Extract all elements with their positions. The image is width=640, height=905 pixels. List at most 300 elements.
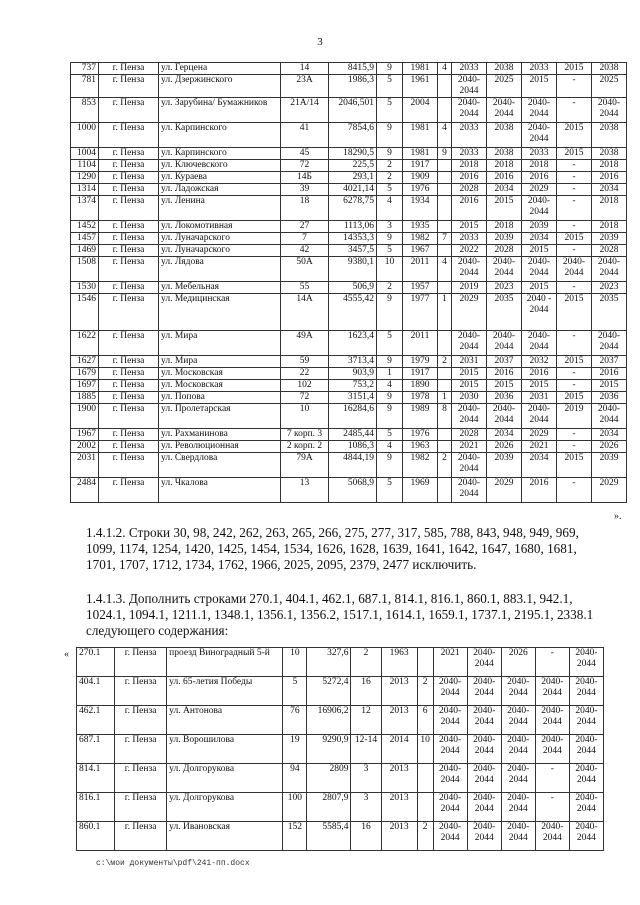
table-cell: 2028 — [452, 429, 487, 441]
table-cell: 2018 — [487, 221, 522, 233]
table-cell: ул. Дзержинского — [159, 75, 281, 98]
table-row — [77, 677, 604, 706]
table-cell: 2040-2044 — [467, 764, 501, 793]
table-cell: 3 — [351, 764, 381, 793]
table-cell: 2038 — [592, 123, 627, 148]
table-cell: 7 — [281, 233, 329, 245]
table-cell: 2484 — [71, 478, 99, 503]
table-cell: ул. Рахманинова — [159, 429, 281, 441]
table-cell: 1622 — [71, 331, 99, 356]
table-cell: г. Пенза — [99, 380, 159, 392]
table-cell: г. Пенза — [99, 392, 159, 404]
table-cell: 3457,5 — [329, 245, 377, 257]
table-cell: - — [535, 764, 569, 793]
table-cell: 79А — [281, 453, 329, 478]
table-cell — [438, 441, 452, 453]
table-cell: 2038 — [487, 63, 522, 75]
table-cell: 2021 — [522, 441, 557, 453]
table-cell: 2040-2044 — [501, 735, 535, 764]
table-cell: 2013 — [381, 706, 417, 735]
closing-quote: ». — [614, 511, 622, 522]
table-cell: 2040-2044 — [569, 677, 603, 706]
table-cell: 9 — [377, 356, 403, 368]
table-cell: 6278,75 — [329, 196, 377, 221]
table-cell: 1979 — [403, 356, 438, 368]
table-cell: 1976 — [403, 429, 438, 441]
table-cell: 2015 — [557, 63, 592, 75]
table-cell: 22 — [281, 368, 329, 380]
table-cell: ул. Ладожская — [159, 184, 281, 196]
table-cell — [438, 184, 452, 196]
table-cell: 2015 — [452, 380, 487, 392]
table-cell: 2040-2044 — [569, 822, 603, 851]
table-cell: 2040-2044 — [487, 98, 522, 123]
table-cell: 2046,501 — [329, 98, 377, 123]
table-cell: г. Пенза — [99, 294, 159, 331]
table-cell: ул. Мира — [159, 331, 281, 356]
table-cell: 2040-2044 — [522, 331, 557, 356]
table-cell: 5585,4 — [307, 822, 351, 851]
table-cell: 152 — [283, 822, 307, 851]
table-cell: 1508 — [71, 257, 99, 282]
table-cell: 2040-2044 — [487, 257, 522, 282]
table-cell: 14 — [281, 63, 329, 75]
table-cell: 9 — [377, 233, 403, 245]
table-cell: 225,5 — [329, 160, 377, 172]
table-cell: 100 — [283, 793, 307, 822]
table-cell: 2018 — [592, 196, 627, 221]
table-cell: г. Пенза — [115, 735, 167, 764]
table-cell: 327,6 — [307, 648, 351, 677]
table-cell: 2002 — [71, 441, 99, 453]
table-row — [71, 160, 627, 172]
table-cell: 4844,19 — [329, 453, 377, 478]
table-cell: 2034 — [592, 184, 627, 196]
table-cell: 2021 — [452, 441, 487, 453]
table-cell: 860.1 — [77, 822, 115, 851]
table-cell: 2040-2044 — [452, 98, 487, 123]
table-cell: 2015 — [557, 233, 592, 245]
table-cell: 2015 — [487, 380, 522, 392]
table-cell: г. Пенза — [99, 257, 159, 282]
table-cell: г. Пенза — [99, 123, 159, 148]
table-cell: 737 — [71, 63, 99, 75]
table-cell: - — [557, 441, 592, 453]
table-cell: 9 — [377, 453, 403, 478]
table-cell: 2028 — [487, 245, 522, 257]
table-cell: 2029 — [522, 184, 557, 196]
table-cell: 2023 — [592, 282, 627, 294]
table-cell: 2040-2044 — [569, 706, 603, 735]
table-cell — [438, 160, 452, 172]
table-cell: 2040-2044 — [557, 257, 592, 282]
table-cell: 2018 — [592, 160, 627, 172]
table-cell: г. Пенза — [99, 245, 159, 257]
table-cell: г. Пенза — [99, 429, 159, 441]
table-cell: 2040-2044 — [501, 677, 535, 706]
table-cell: ул. 65-летия Победы — [167, 677, 283, 706]
table-row — [71, 282, 627, 294]
table-cell: ул. Карпинского — [159, 123, 281, 148]
table-cell: - — [557, 429, 592, 441]
table-cell: 2036 — [592, 392, 627, 404]
page-number: 3 — [317, 36, 323, 48]
table-cell: 2040-2044 — [501, 793, 535, 822]
table-cell: 1290 — [71, 172, 99, 184]
table-cell: - — [557, 98, 592, 123]
table-row — [71, 196, 627, 221]
table-cell: 2026 — [501, 648, 535, 677]
table-cell — [438, 282, 452, 294]
table-cell: 5 — [377, 478, 403, 503]
table-cell: 4 — [438, 123, 452, 148]
table-cell: 2040-2044 — [452, 257, 487, 282]
table-cell: г. Пенза — [115, 677, 167, 706]
table-cell: 2028 — [592, 245, 627, 257]
table-cell: 2033 — [452, 63, 487, 75]
table-cell: 2040-2044 — [452, 331, 487, 356]
table-cell: ул. Герцена — [159, 63, 281, 75]
table-cell: 1 — [377, 368, 403, 380]
table-cell: 2039 — [487, 233, 522, 245]
table-cell: 2040-2044 — [452, 75, 487, 98]
table-cell: 462.1 — [77, 706, 115, 735]
table-cell: 2031 — [522, 392, 557, 404]
table-cell: ул. Долгорукова — [167, 793, 283, 822]
table-cell: 2033 — [452, 233, 487, 245]
table-cell: г. Пенза — [99, 75, 159, 98]
table-cell: 1976 — [403, 184, 438, 196]
table-cell: 50А — [281, 257, 329, 282]
table-cell: 2025 — [592, 75, 627, 98]
table-cell: - — [557, 245, 592, 257]
table-cell: 14353,3 — [329, 233, 377, 245]
table-cell: 2014 — [381, 735, 417, 764]
table-cell: 903,9 — [329, 368, 377, 380]
table-cell — [417, 648, 433, 677]
table-cell: 2016 — [487, 368, 522, 380]
table-cell: 270.1 — [77, 648, 115, 677]
table-cell: 72 — [281, 392, 329, 404]
table-cell: 2040-2044 — [569, 793, 603, 822]
table-cell: 18 — [281, 196, 329, 221]
table-cell: 2025 — [487, 75, 522, 98]
table-cell: г. Пенза — [99, 441, 159, 453]
table-row — [71, 356, 627, 368]
table-cell: 2040-2044 — [467, 793, 501, 822]
table-cell: - — [557, 196, 592, 221]
table-cell: 23А — [281, 75, 329, 98]
table-cell: г. Пенза — [99, 404, 159, 429]
table-cell: 9 — [377, 123, 403, 148]
table-cell: 2034 — [487, 184, 522, 196]
table-cell: 2040-2044 — [452, 478, 487, 503]
table-cell: г. Пенза — [99, 233, 159, 245]
table-row — [71, 294, 627, 331]
table-cell: 1982 — [403, 453, 438, 478]
table-cell: 1963 — [403, 441, 438, 453]
table-cell: 2040-2044 — [501, 822, 535, 851]
table-row — [71, 404, 627, 429]
table-cell: г. Пенза — [99, 63, 159, 75]
table-cell: 55 — [281, 282, 329, 294]
table-cell: - — [535, 793, 569, 822]
table-cell: 102 — [281, 380, 329, 392]
table-cell: 404.1 — [77, 677, 115, 706]
table-cell: 2040-2044 — [487, 331, 522, 356]
table-cell: 2034 — [522, 233, 557, 245]
table-cell: 816.1 — [77, 793, 115, 822]
table-cell: 2040-2044 — [433, 735, 467, 764]
table-cell: г. Пенза — [99, 172, 159, 184]
table-cell: 2019 — [557, 404, 592, 429]
table-cell: 5 — [377, 331, 403, 356]
table-cell: 1981 — [403, 123, 438, 148]
table-cell: 2013 — [381, 793, 417, 822]
table-cell: 76 — [283, 706, 307, 735]
table-cell: 2015 — [557, 294, 592, 331]
table-cell — [438, 75, 452, 98]
table-cell: 1546 — [71, 294, 99, 331]
table-cell: 2016 — [522, 478, 557, 503]
table-cell: г. Пенза — [99, 196, 159, 221]
table-cell: 2 — [377, 172, 403, 184]
table-cell: 2807,9 — [307, 793, 351, 822]
table-cell: ул. Лядова — [159, 257, 281, 282]
table-cell: 7854,6 — [329, 123, 377, 148]
table-cell: - — [557, 331, 592, 356]
table-cell: 14Б — [281, 172, 329, 184]
table-cell: 21А/14 — [281, 98, 329, 123]
table-cell: 2809 — [307, 764, 351, 793]
table-cell: 2040-2044 — [467, 735, 501, 764]
table-cell: г. Пенза — [99, 356, 159, 368]
table-cell: - — [535, 648, 569, 677]
table-cell: 2039 — [592, 453, 627, 478]
table-cell: г. Пенза — [99, 331, 159, 356]
table-row — [71, 257, 627, 282]
table-row — [71, 429, 627, 441]
table-cell: 2013 — [381, 764, 417, 793]
table-cell: 10 — [377, 257, 403, 282]
table-cell: 2039 — [487, 453, 522, 478]
table-cell: 1917 — [403, 368, 438, 380]
table-cell: 2016 — [522, 368, 557, 380]
table-cell: 14А — [281, 294, 329, 331]
table-cell: 2028 — [452, 184, 487, 196]
table-cell: 2040-2044 — [433, 793, 467, 822]
table-cell: 9 — [377, 63, 403, 75]
table-cell: 4021,14 — [329, 184, 377, 196]
table-cell: ул. Ключевского — [159, 160, 281, 172]
table-cell: 2037 — [592, 356, 627, 368]
table-cell: ул. Чкалова — [159, 478, 281, 503]
table-cell: 2015 — [452, 221, 487, 233]
table-cell: 2 — [377, 160, 403, 172]
table-cell: 2015 — [557, 392, 592, 404]
table-cell: 3151,4 — [329, 392, 377, 404]
table-row — [71, 184, 627, 196]
table-cell: 5068,9 — [329, 478, 377, 503]
table-cell — [438, 429, 452, 441]
table-cell: 2023 — [487, 282, 522, 294]
table-cell: 18290,5 — [329, 148, 377, 160]
table-cell: ул. Революционная — [159, 441, 281, 453]
table-cell: ул. Свердлова — [159, 453, 281, 478]
table-cell: - — [557, 184, 592, 196]
table-cell: 2040-2044 — [501, 764, 535, 793]
table-cell: - — [557, 478, 592, 503]
table-cell: ул. Луначарского — [159, 245, 281, 257]
table-cell: 5 — [377, 98, 403, 123]
table-cell: 1 — [438, 294, 452, 331]
table-cell: 1113,06 — [329, 221, 377, 233]
table-cell: 2 — [351, 648, 381, 677]
table-cell: 1981 — [403, 148, 438, 160]
table-row — [77, 822, 604, 851]
table-cell: 2033 — [452, 123, 487, 148]
table-cell: 7 корп. 3 — [281, 429, 329, 441]
table-cell — [438, 196, 452, 221]
table-cell: 27 — [281, 221, 329, 233]
table-cell — [438, 331, 452, 356]
table-cell: ул. Пролетарская — [159, 404, 281, 429]
table-cell: 1981 — [403, 63, 438, 75]
table-cell: проезд Виноградный 5-й — [167, 648, 283, 677]
table-cell — [438, 478, 452, 503]
table-cell: ул. Луначарского — [159, 233, 281, 245]
table-cell: 16 — [351, 677, 381, 706]
table-cell: 2015 — [487, 196, 522, 221]
table-cell: 12 — [351, 706, 381, 735]
table-row — [77, 648, 604, 677]
table-cell: 1104 — [71, 160, 99, 172]
table-cell: 3 — [377, 221, 403, 233]
table-cell: 1623,4 — [329, 331, 377, 356]
table-cell: 781 — [71, 75, 99, 98]
table-cell: 94 — [283, 764, 307, 793]
table-cell: 2022 — [452, 245, 487, 257]
table-cell: 2016 — [487, 172, 522, 184]
table-cell: 16906,2 — [307, 706, 351, 735]
table-cell: г. Пенза — [99, 160, 159, 172]
table-cell: 2040-2044 — [535, 822, 569, 851]
table-cell: 2 — [438, 453, 452, 478]
table-cell: 2040-2044 — [452, 404, 487, 429]
table-cell: 2040-2044 — [452, 453, 487, 478]
table-cell: 2033 — [522, 148, 557, 160]
paragraph-remove-rows: 1.4.1.2. Строки 30, 98, 242, 262, 263, 265, 266, 275, 277, 317, 585, 788, 843, 948, 949, 969, 1099, 1174, 1254, 1420, 1425, 1454, 1534, 1626, 1628, 1639, 1641, 1642, 1647, 1680, 1681, 1701, 1707, 1712, 1734, 1762, 1966, 2025, 2095, 2379, 2477 исключить. — [86, 525, 579, 573]
table-cell: ул. Мебельная — [159, 282, 281, 294]
table-cell: 2040-2044 — [522, 404, 557, 429]
table-cell: - — [557, 172, 592, 184]
table-cell: 2038 — [592, 63, 627, 75]
table-cell: 72 — [281, 160, 329, 172]
table-cell: 2485,44 — [329, 429, 377, 441]
table-cell: 2026 — [592, 441, 627, 453]
table-cell: г. Пенза — [115, 822, 167, 851]
table-cell: 2015 — [522, 245, 557, 257]
table-cell: г. Пенза — [99, 98, 159, 123]
table-cell: 1917 — [403, 160, 438, 172]
table-cell: - — [557, 160, 592, 172]
table-cell: 8415,9 — [329, 63, 377, 75]
table-cell: г. Пенза — [115, 764, 167, 793]
table-cell: 2040-2044 — [467, 706, 501, 735]
table-cell: 2015 — [522, 75, 557, 98]
table-cell: ул. Медицинская — [159, 294, 281, 331]
table-cell: 2031 — [452, 356, 487, 368]
table-cell: ул. Ленина — [159, 196, 281, 221]
table-cell: 1004 — [71, 148, 99, 160]
table-cell: 2029 — [487, 478, 522, 503]
table-cell: 16 — [351, 822, 381, 851]
paragraph-add-rows: 1.4.1.3. Дополнить строками 270.1, 404.1, 462.1, 687.1, 814.1, 816.1, 860.1, 883.1, 942.1, 1024.1, 1094.1, 1211.1, 1348.1, 1356.1, 1356.2, 1517.1, 1614.1, 1659.1, 1737.1, 2195.1, 2338.1 следующего содержания: — [86, 591, 594, 639]
table-cell: 2018 — [487, 160, 522, 172]
table-cell: 2040-2044 — [467, 677, 501, 706]
table-cell: 2013 — [381, 677, 417, 706]
table-cell: 2015 — [522, 380, 557, 392]
table-cell: 2029 — [592, 478, 627, 503]
table-row — [71, 368, 627, 380]
table-cell: 41 — [281, 123, 329, 148]
table-cell: г. Пенза — [115, 706, 167, 735]
table-cell: 2026 — [487, 441, 522, 453]
table-cell: 2034 — [487, 429, 522, 441]
table-cell: 9 — [377, 294, 403, 331]
table-cell: 12-14 — [351, 735, 381, 764]
table-cell: 1982 — [403, 233, 438, 245]
table-cell: 2021 — [433, 648, 467, 677]
table-cell: 2035 — [592, 294, 627, 331]
table-cell: 2040-2044 — [569, 735, 603, 764]
table-cell: г. Пенза — [99, 221, 159, 233]
table-cell: 2040-2044 — [592, 257, 627, 282]
table-cell: 1530 — [71, 282, 99, 294]
table-cell: г. Пенза — [115, 793, 167, 822]
table-cell: 2040-2044 — [433, 706, 467, 735]
table-cell: 1934 — [403, 196, 438, 221]
table-cell: г. Пенза — [99, 282, 159, 294]
table-cell: 2038 — [487, 123, 522, 148]
table-cell — [417, 793, 433, 822]
table-cell: 1909 — [403, 172, 438, 184]
table-row — [77, 793, 604, 822]
table-cell: г. Пенза — [99, 478, 159, 503]
table-cell: 2035 — [487, 294, 522, 331]
table-row — [71, 478, 627, 503]
table-cell: 2032 — [522, 356, 557, 368]
table-row — [71, 221, 627, 233]
table-cell: 2039 — [522, 221, 557, 233]
table-cell: 1452 — [71, 221, 99, 233]
table-cell: 9 — [377, 404, 403, 429]
table-cell: 1961 — [403, 75, 438, 98]
table-cell: ул. Попова — [159, 392, 281, 404]
table-cell: 2031 — [71, 453, 99, 478]
table-cell: 1969 — [403, 478, 438, 503]
table-cell: ул. Кураева — [159, 172, 281, 184]
table-cell: 1890 — [403, 380, 438, 392]
table-cell: 1457 — [71, 233, 99, 245]
table-cell: 4 — [438, 257, 452, 282]
table-cell: 9380,1 — [329, 257, 377, 282]
table-cell: 4555,42 — [329, 294, 377, 331]
table-cell: 2040-2044 — [592, 98, 627, 123]
table-cell — [417, 764, 433, 793]
table-cell: 5 — [377, 75, 403, 98]
table-cell: 2034 — [592, 429, 627, 441]
